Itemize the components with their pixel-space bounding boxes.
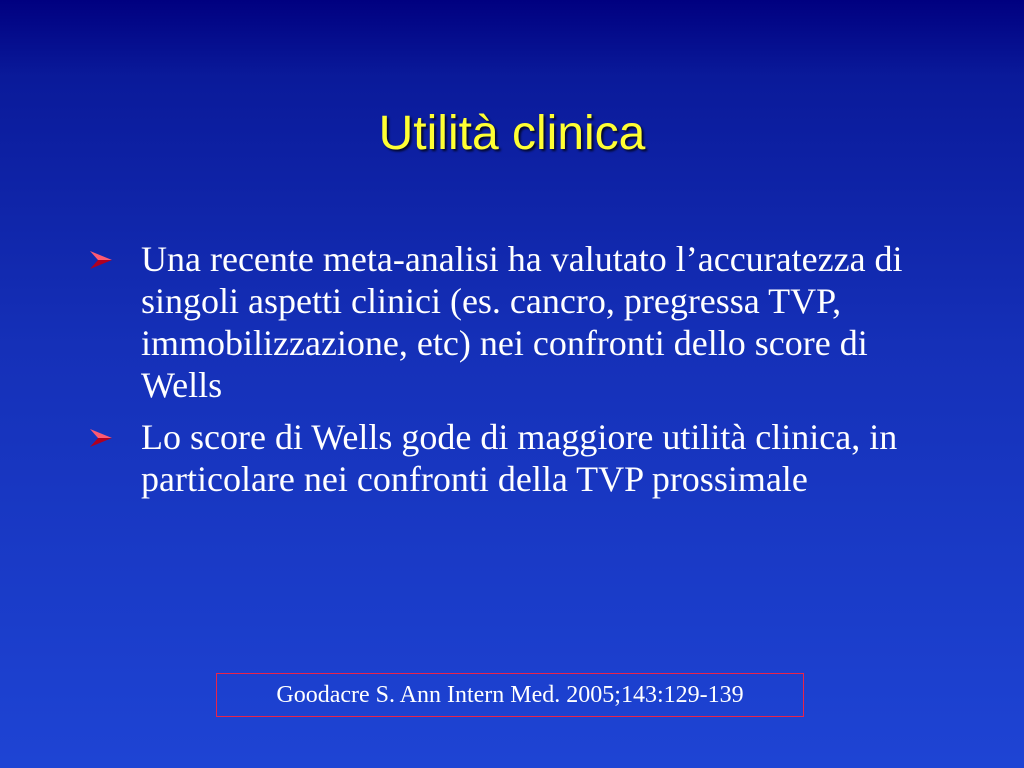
bullet-item bbox=[86, 416, 946, 500]
arrowhead-bullet-icon bbox=[90, 429, 112, 447]
slide-title: Utilità clinica bbox=[378, 107, 646, 160]
bullet-text: Una recente meta-analisi ha valutato l’accuratezza di singoli aspetti clinici (es. cancro, pregressa TVP, immobilizzazione, etc) nei confronti dello score di Wells bbox=[141, 239, 903, 405]
bullet-list bbox=[86, 238, 946, 510]
reference-citation: Goodacre S. Ann Intern Med. 2005;143:129-139 bbox=[216, 673, 804, 717]
bullet-item bbox=[86, 238, 946, 406]
bullet-text: Lo score di Wells gode di maggiore utilità clinica, in particolare nei confronti della TVP prossimale bbox=[141, 417, 898, 499]
arrowhead-bullet-icon bbox=[90, 251, 112, 269]
